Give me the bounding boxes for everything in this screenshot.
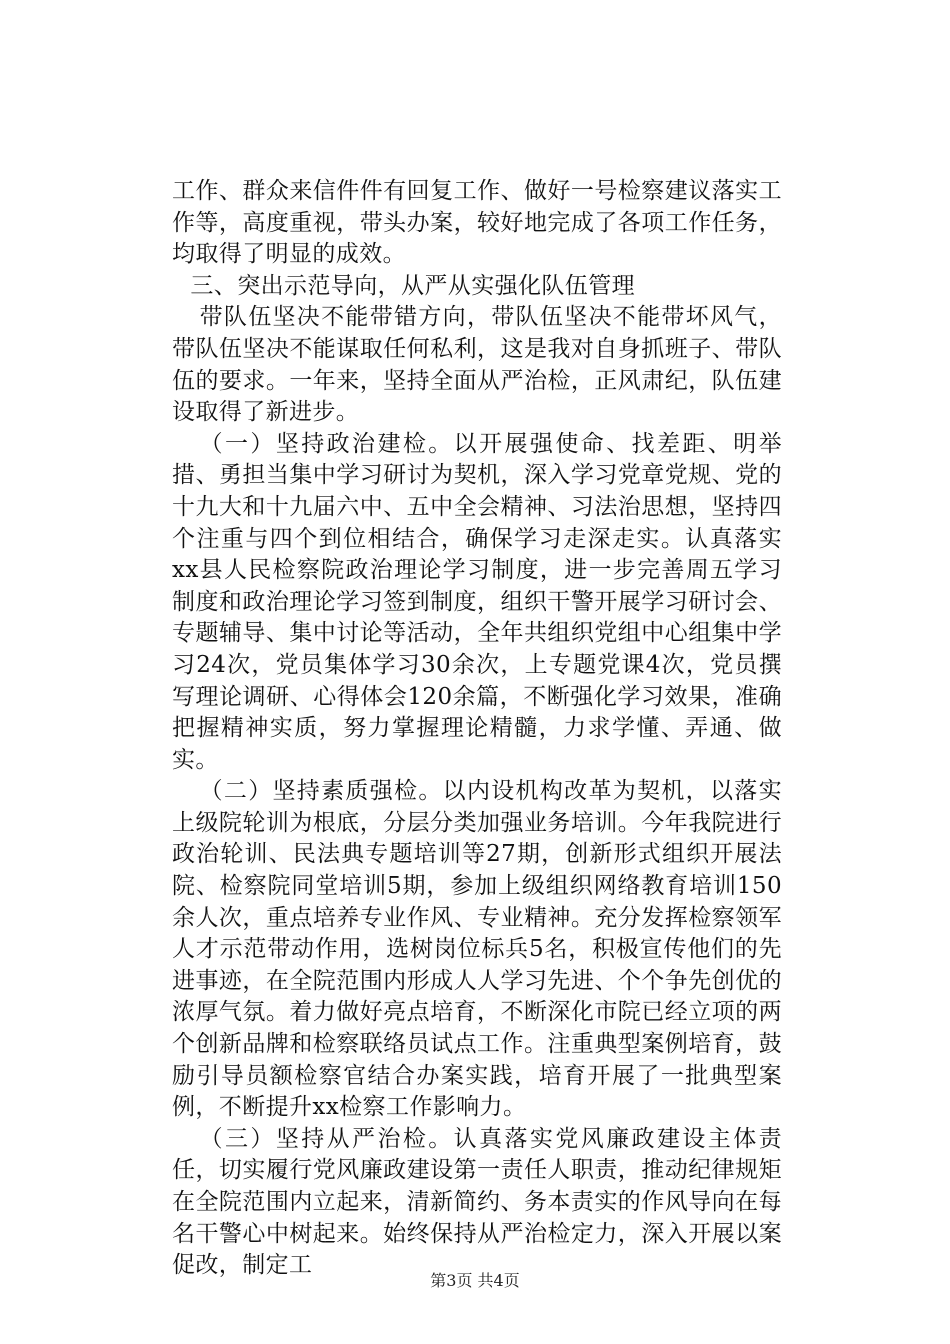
section-heading: 三、突出示范导向，从严从实强化队伍管理: [190, 272, 635, 299]
body-paragraph-leadership: 带队伍坚决不能带错方向，带队伍坚决不能带坏风气，带队伍坚决不能谋取任何私利，这是我对自身抓班子、带队伍的要求。一年来，坚持全面从严治检，正风肃纪，队伍建设取得了新进步。: [172, 304, 782, 426]
body-paragraph-political: （一）坚持政治建检。以开展强使命、找差距、明举措、勇担当集中学习研讨为契机，深入学习党章党规、党的十九大和十九届六中、五中全会精神、习法治思想，坚持四个注重与四个到位相结合，确保学习走深走实。认真落实xx县人民检察院政治理论学习制度，进一步完善周五学习制度和政治理论学习签到制度，组织干警开展学习研讨会、专题辅导、集中讨论等活动，全年共组织党组中心组集中学习24次，党员集体学习30余次，上专题党课4次，党员撰写理论调研、心得体会120余篇，不断强化学习效果，准确把握精神实质，努力掌握理论精髓，力求学懂、弄通、做实。: [172, 430, 782, 773]
page-number: 第3页 共4页: [430, 1271, 520, 1290]
page-footer: [0, 1268, 950, 1291]
continuation-paragraph: 工作、群众来信件件有回复工作、做好一号检察建议落实工作等，高度重视，带头办案，较好地完成了各项工作任务，均取得了明显的成效。: [172, 178, 782, 268]
body-paragraph-quality: （二）坚持素质强检。以内设机构改革为契机，以落实上级院轮训为根底，分层分类加强业务培训。今年我院进行政治轮训、民法典专题培训等27期，创新形式组织开展法院、检察院同堂培训5期，参加上级组织网络教育培训150余人次，重点培养专业作风、专业精神。充分发挥检察领军人才示范带动作用，选树岗位标兵5名，积极宣传他们的先进事迹，在全院范围内形成人人学习先进、个个争先创优的浓厚气氛。着力做好亮点培育，不断深化市院已经立项的两个创新品牌和检察联络员试点工作。注重典型案例培育，鼓励引导员额检察官结合办案实践，培育开展了一批典型案例，不断提升xx检察工作影响力。: [172, 778, 782, 1121]
body-paragraph-discipline: （三）坚持从严治检。认真落实党风廉政建设主体责任，切实履行党风廉政建设第一责任人职责，推动纪律规矩在全院范围内立起来，清新简约、务本责实的作风导向在每名干警心中树起来。始终保持从严治检定力，深入开展以案促改，制定工: [172, 1125, 782, 1279]
document-body: [172, 176, 782, 1282]
